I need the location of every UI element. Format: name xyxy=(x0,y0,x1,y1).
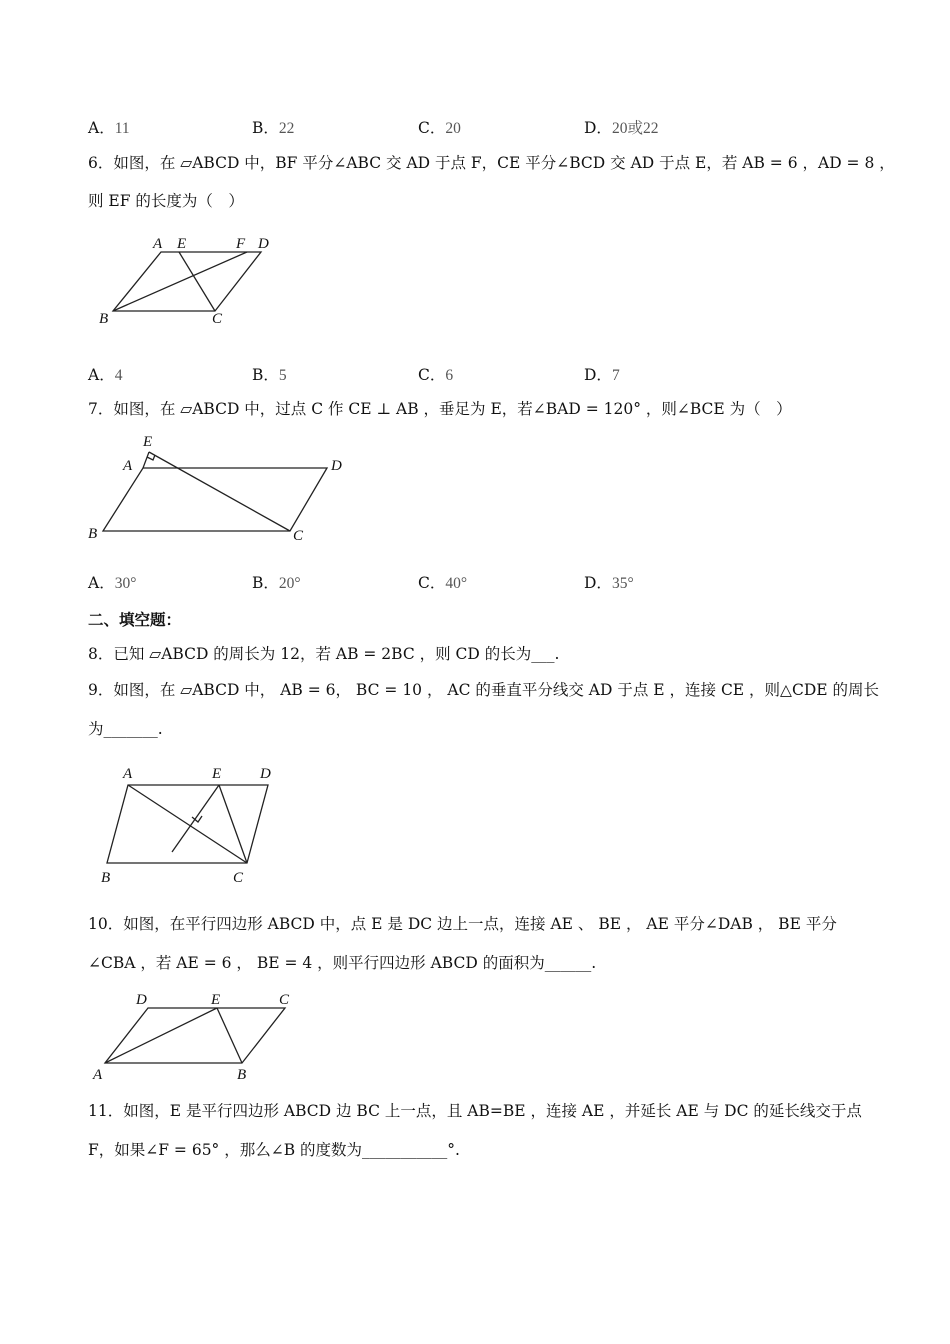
q10-figure xyxy=(90,990,300,1085)
q6-text-line2: 则 EF 的长度为（ ） xyxy=(88,192,244,210)
q9-label-d: D xyxy=(260,766,271,782)
q6-label-d: D xyxy=(258,236,269,252)
q7-parallelogram xyxy=(103,468,327,531)
q6-label-e: E xyxy=(177,236,187,252)
q7-label-b: B xyxy=(88,526,98,542)
q6-figure xyxy=(95,232,285,327)
q10-text-line1: 10．如图，在平行四边形 ABCD 中，点 E 是 DC 边上一点，连接 AE 、 BE ， AE 平分∠DAB ， BE 平分 xyxy=(88,915,837,933)
q6-option-d: D．7 xyxy=(584,366,620,384)
q11-text-line1: 11．如图，E 是平行四边形 ABCD 边 BC 上一点，且 AB=BE ，连接 AE ，并延长 AE 与 DC 的延长线交于点 xyxy=(88,1102,862,1120)
q8-text-line1: 8．已知 ▱ABCD 的周长为 12，若 AB = 2BC ，则 CD 的长为___. xyxy=(88,645,560,663)
q6-text-line1: 6．如图，在 ▱ABCD 中，BF 平分∠ABC 交 AD 于点 F，CE 平分∠BCD 交 AD 于点 E，若 AB = 6 ，AD = 8 ， xyxy=(88,154,895,172)
q7-figure xyxy=(85,430,355,545)
q7-segment-ec xyxy=(149,452,290,531)
q7-option-d: D．35° xyxy=(584,574,634,592)
q10-segment-ae xyxy=(105,1008,217,1063)
q7-label-a: A xyxy=(123,458,133,474)
q5-option-c: C．20 xyxy=(418,119,461,137)
q6-segment-ce xyxy=(179,252,215,311)
q9-label-a: A xyxy=(123,766,133,782)
q10-parallelogram xyxy=(105,1008,285,1063)
q7-segment-ae xyxy=(143,452,149,468)
q10-text-line2: ∠CBA ，若 AE = 6 ， BE = 4 ，则平行四边形 ABCD 的面积为______. xyxy=(88,954,597,972)
q10-label-a: A xyxy=(93,1067,103,1083)
q6-segment-bf xyxy=(113,252,247,311)
q6-label-a: A xyxy=(153,236,163,252)
q5-option-a: A．11 xyxy=(88,119,130,137)
q10-label-e: E xyxy=(211,992,221,1008)
q9-diagonal-ac xyxy=(128,785,247,863)
q6-option-c: C．6 xyxy=(418,366,454,384)
q7-option-c: C．40° xyxy=(418,574,468,592)
q10-label-c: C xyxy=(279,992,290,1008)
q9-figure xyxy=(95,762,295,887)
q7-label-e: E xyxy=(143,434,153,450)
q9-text-line1: 9．如图，在 ▱ABCD 中， AB = 6， BC = 10 ， AC 的垂直平分线交 AD 于点 E ，连接 CE ，则△CDE 的周长 xyxy=(88,681,879,699)
q9-text-line2: 为_______. xyxy=(88,720,163,738)
section-2-title: 二、填空题： xyxy=(88,610,182,629)
q7-option-a: A．30° xyxy=(88,574,137,592)
q6-label-b: B xyxy=(99,311,109,327)
q7-option-b: B．20° xyxy=(252,574,301,592)
q6-label-c: C xyxy=(212,311,223,327)
q9-label-e: E xyxy=(212,766,222,782)
q9-label-c: C xyxy=(233,870,244,886)
q6-parallelogram xyxy=(113,252,261,311)
q5-option-d: D．20或22 xyxy=(584,119,659,137)
q10-label-d: D xyxy=(136,992,147,1008)
q10-label-b: B xyxy=(237,1067,247,1083)
q6-option-a: A．4 xyxy=(88,366,123,384)
q6-label-f: F xyxy=(236,236,246,252)
q5-option-b: B．22 xyxy=(252,119,295,137)
q11-text-line2: F，如果∠F = 65° ，那么∠B 的度数为___________°. xyxy=(88,1141,460,1159)
q9-segment-ec xyxy=(219,785,247,863)
q9-label-b: B xyxy=(101,870,111,886)
q6-option-b: B．5 xyxy=(252,366,287,384)
q10-segment-be xyxy=(217,1008,242,1063)
q7-label-c: C xyxy=(293,528,304,544)
q7-label-d: D xyxy=(331,458,342,474)
q7-text-line1: 7．如图，在 ▱ABCD 中，过点 C 作 CE ⊥ AB ，垂足为 E，若∠BAD = 120° ，则∠BCE 为（ ） xyxy=(88,400,792,418)
